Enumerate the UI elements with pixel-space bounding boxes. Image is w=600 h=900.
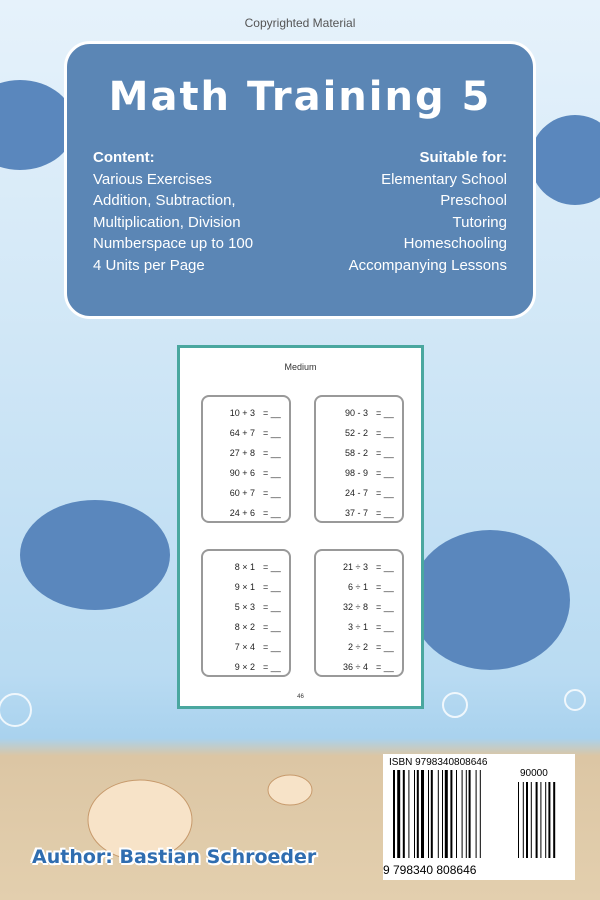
barcode-bar <box>450 770 452 858</box>
barcode-bar <box>403 770 405 858</box>
barcode-bar <box>540 782 541 858</box>
suitable-item: Tutoring <box>452 213 507 231</box>
answer-blank: = __ <box>376 662 394 672</box>
page-number: 46 <box>297 694 304 700</box>
barcode-bar <box>445 770 448 858</box>
exercise-row <box>203 403 289 423</box>
exercise-question: 2 ÷ 2 <box>348 642 368 652</box>
exercise-row <box>316 503 402 523</box>
suitable-list <box>349 147 507 276</box>
exercise-row <box>316 423 402 443</box>
content-list <box>93 147 253 276</box>
exercise-row <box>316 463 402 483</box>
exercise-unit <box>201 395 291 523</box>
exercise-unit <box>201 549 291 677</box>
content-item: Various Exercises <box>93 170 212 188</box>
exercise-question: 64 + 7 <box>229 428 255 438</box>
answer-blank: = __ <box>263 662 281 672</box>
barcode-bar <box>531 782 532 858</box>
exercise-question: 24 + 6 <box>229 508 255 518</box>
barcode-bar <box>536 782 538 858</box>
barcode-bar <box>431 770 433 858</box>
answer-blank: = __ <box>263 408 281 418</box>
exercise-question: 90 + 6 <box>229 468 255 478</box>
answer-blank: = __ <box>263 582 281 592</box>
exercise-row <box>203 637 289 657</box>
exercise-row <box>203 423 289 443</box>
exercise-row <box>203 577 289 597</box>
exercise-unit <box>314 395 404 523</box>
exercise-row <box>316 597 402 617</box>
exercise-row <box>203 597 289 617</box>
difficulty-label: Medium <box>284 362 317 372</box>
barcode-bar <box>414 770 415 858</box>
answer-blank: = __ <box>263 428 281 438</box>
suitable-heading: Suitable for: <box>419 149 507 166</box>
exercise-question: 7 × 4 <box>234 642 255 652</box>
exercise-row <box>203 483 289 503</box>
isbn-barcode <box>383 754 575 880</box>
barcode-bar <box>393 770 395 858</box>
exercise-question: 24 - 7 <box>344 488 368 498</box>
answer-blank: = __ <box>263 562 281 572</box>
answer-blank: = __ <box>376 642 394 652</box>
answer-blank: = __ <box>376 508 394 518</box>
exercise-row <box>203 557 289 577</box>
suitable-item: Elementary School <box>381 170 507 188</box>
exercise-row <box>203 463 289 483</box>
barcode-bar <box>421 770 424 858</box>
barcode-bar <box>523 782 524 858</box>
answer-blank: = __ <box>376 562 394 572</box>
answer-blank: = __ <box>263 488 281 498</box>
exercise-row <box>316 637 402 657</box>
exercise-row <box>316 557 402 577</box>
exercise-question: 90 - 3 <box>344 408 368 418</box>
exercise-row <box>316 443 402 463</box>
exercise-row <box>316 617 402 637</box>
answer-blank: = __ <box>376 468 394 478</box>
copyright-watermark: Copyrighted Material <box>244 16 356 30</box>
exercise-question: 36 ÷ 4 <box>343 662 368 672</box>
exercise-question: 27 + 8 <box>229 448 255 458</box>
exercise-question: 9 × 2 <box>234 662 255 672</box>
content-heading: Content: <box>93 149 155 166</box>
barcode-bar <box>397 770 400 858</box>
content-item: Addition, Subtraction, <box>93 192 236 209</box>
suitable-item: Homeschooling <box>403 235 507 252</box>
barcode-bar <box>456 770 457 858</box>
answer-blank: = __ <box>376 428 394 438</box>
barcode-bar <box>466 770 467 858</box>
answer-blank: = __ <box>263 468 281 478</box>
content-item: Multiplication, Division <box>93 213 241 231</box>
exercise-question: 10 + 3 <box>229 408 255 418</box>
content-item: 4 Units per Page <box>93 256 205 274</box>
answer-blank: = __ <box>376 582 394 592</box>
exercise-question: 98 - 9 <box>344 468 368 478</box>
barcode-bar <box>469 770 471 858</box>
price-code: 90000 <box>520 768 548 779</box>
book-title: Math Training 5 <box>108 74 492 120</box>
exercise-question: 6 ÷ 1 <box>348 582 368 592</box>
barcode-digits: 9 798340 808646 <box>383 863 477 877</box>
barcode-bar <box>526 782 528 858</box>
content-item: Numberspace up to 100 <box>93 235 254 252</box>
answer-blank: = __ <box>376 408 394 418</box>
suitable-item: Preschool <box>440 192 507 209</box>
exercise-question: 8 × 2 <box>234 622 255 632</box>
barcode-bar <box>442 770 443 858</box>
answer-blank: = __ <box>376 488 394 498</box>
barcode-bar <box>545 782 546 858</box>
exercise-question: 9 × 1 <box>234 582 255 592</box>
exercise-row <box>203 657 289 677</box>
exercise-question: 60 + 7 <box>229 488 255 498</box>
exercise-row <box>316 403 402 423</box>
answer-blank: = __ <box>263 508 281 518</box>
exercise-row <box>316 577 402 597</box>
author-name: Author: Bastian Schroeder <box>32 846 317 868</box>
exercise-row <box>316 483 402 503</box>
worksheet-preview <box>177 345 424 709</box>
exercise-question: 8 × 1 <box>234 562 255 572</box>
barcode-bar <box>438 770 439 858</box>
barcode-bar <box>553 782 555 858</box>
answer-blank: = __ <box>263 448 281 458</box>
exercise-unit <box>314 549 404 677</box>
barcode-bar <box>417 770 419 858</box>
barcode-bar <box>518 782 519 858</box>
isbn-text: ISBN 9798340808646 <box>389 757 488 768</box>
answer-blank: = __ <box>376 448 394 458</box>
exercise-question: 52 - 2 <box>344 428 368 438</box>
answer-blank: = __ <box>376 622 394 632</box>
exercise-question: 5 × 3 <box>234 602 255 612</box>
barcode-bars <box>393 770 573 862</box>
suitable-item: Accompanying Lessons <box>348 256 507 274</box>
exercise-question: 3 ÷ 1 <box>348 622 368 632</box>
exercise-row <box>203 443 289 463</box>
exercise-question: 58 - 2 <box>344 448 368 458</box>
exercise-question: 37 - 7 <box>344 508 368 518</box>
answer-blank: = __ <box>263 622 281 632</box>
exercise-row <box>203 503 289 523</box>
barcode-bar <box>480 770 481 858</box>
info-panel <box>64 41 536 319</box>
barcode-bar <box>476 770 477 858</box>
answer-blank: = __ <box>263 602 281 612</box>
exercise-question: 21 ÷ 3 <box>343 562 368 572</box>
answer-blank: = __ <box>376 602 394 612</box>
exercise-question: 32 ÷ 8 <box>343 602 368 612</box>
exercise-row <box>203 617 289 637</box>
answer-blank: = __ <box>263 642 281 652</box>
barcode-bar <box>462 770 463 858</box>
barcode-bar <box>408 770 409 858</box>
barcode-bar <box>428 770 429 858</box>
exercise-row <box>316 657 402 677</box>
barcode-bar <box>548 782 550 858</box>
